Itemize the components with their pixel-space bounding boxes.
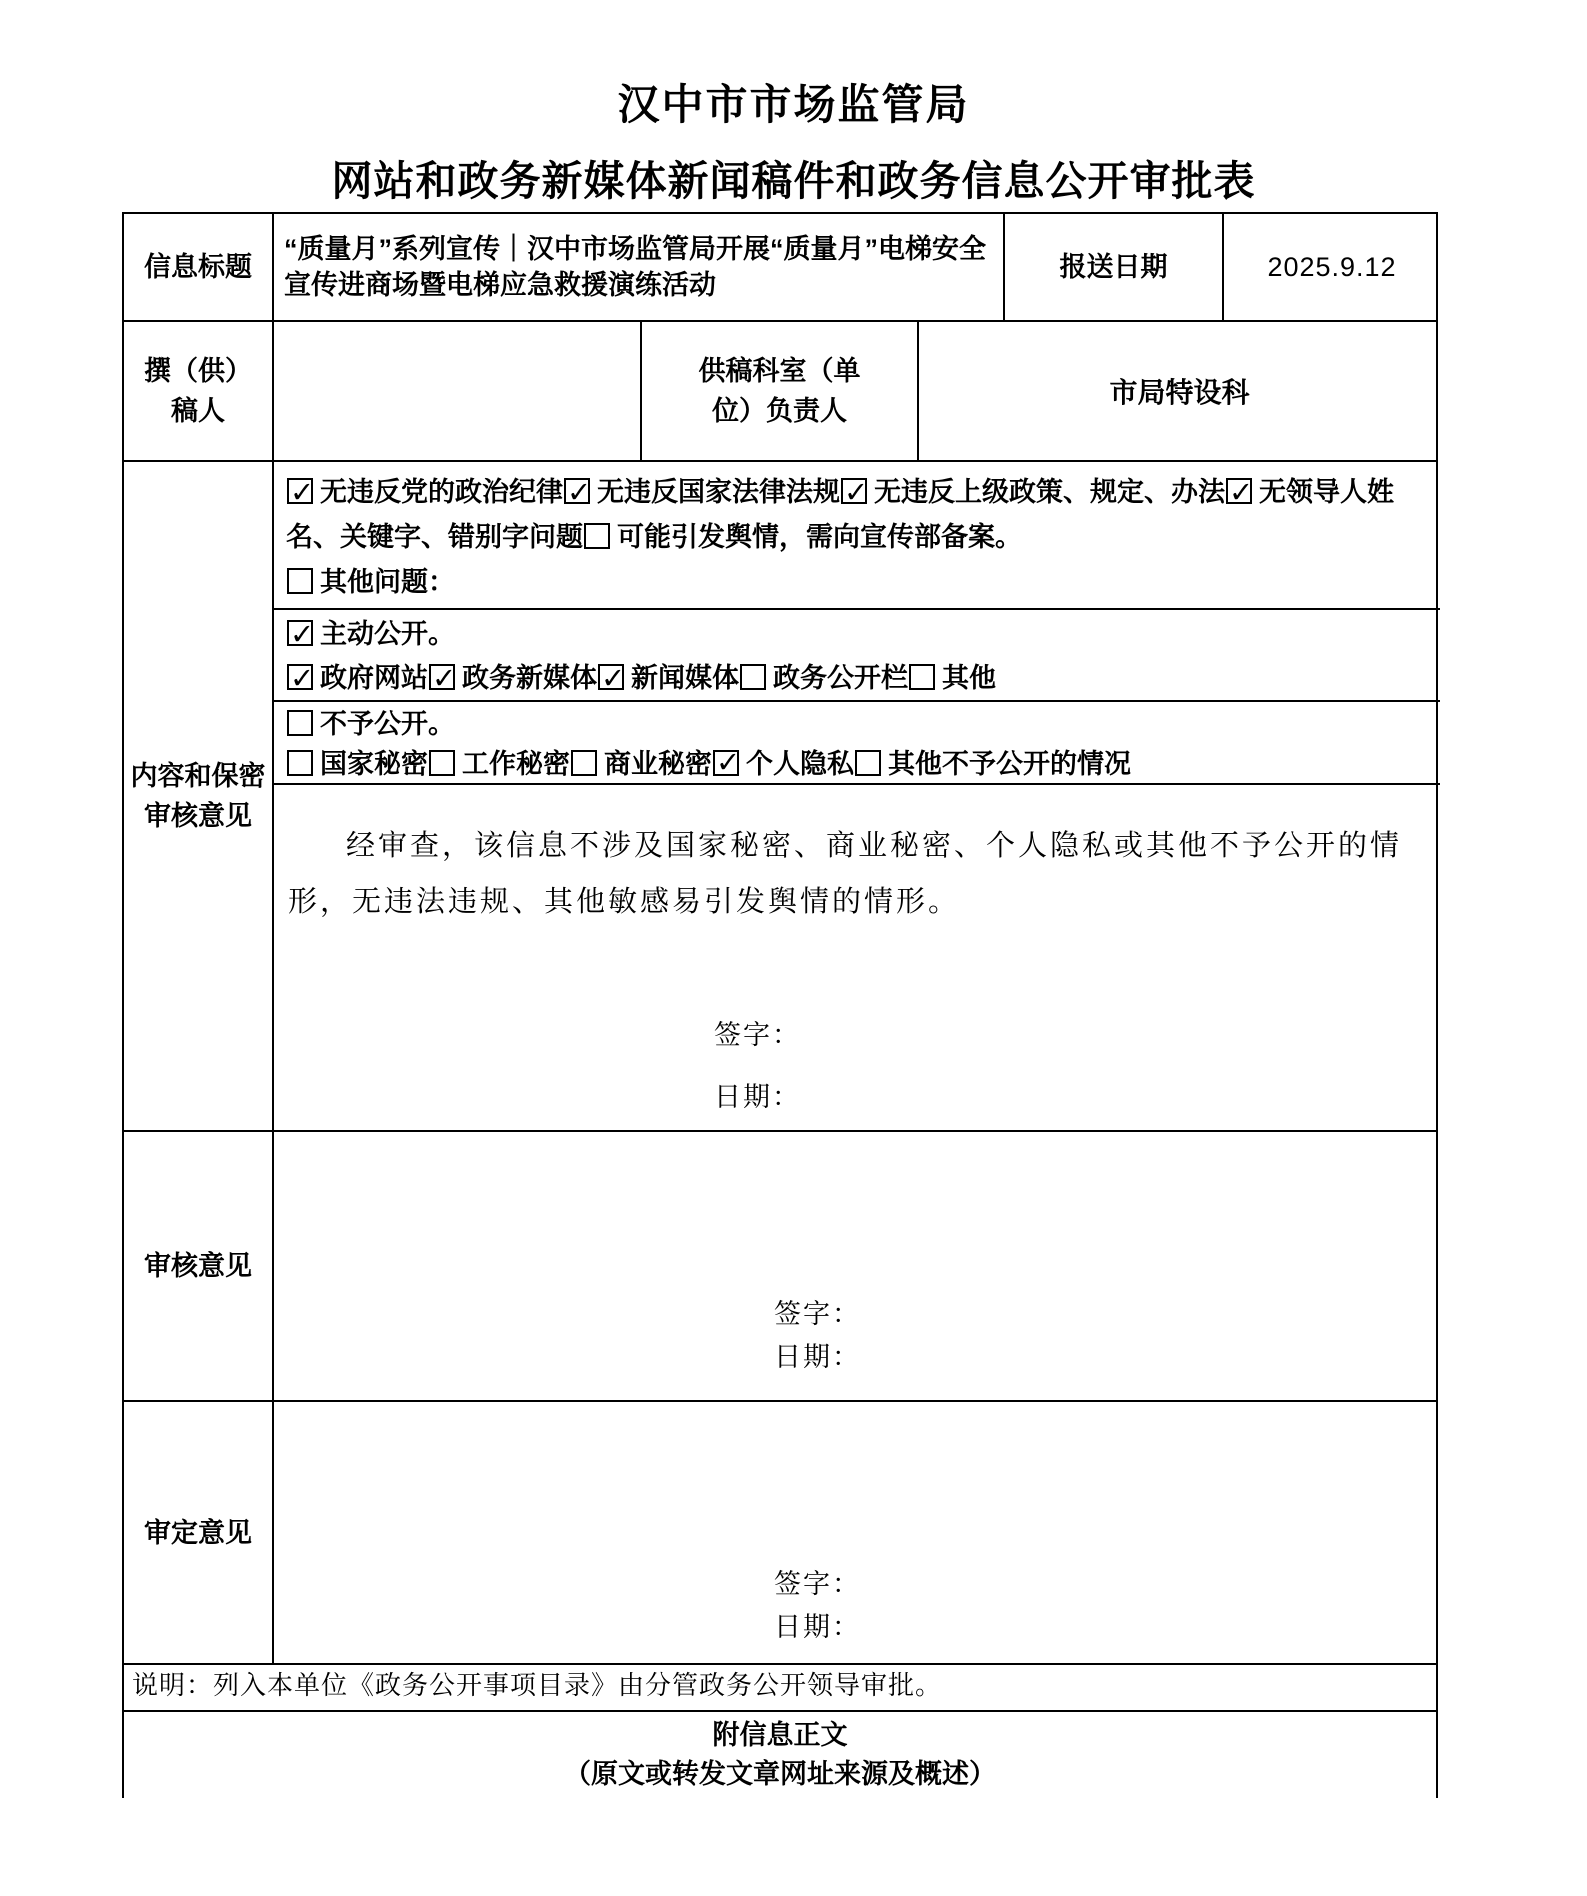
approval-form-table: [122, 212, 1438, 1798]
checkbox-label: 国家秘密: [320, 749, 428, 779]
review-conclusion-block: [274, 785, 1440, 1130]
checkbox-label: 无违反上级政策、规定、办法: [874, 477, 1225, 507]
document-subtitle: 网站和政务新媒体新闻稿件和政务信息公开审批表: [331, 158, 1256, 204]
checkbox-option[interactable]: [286, 567, 455, 597]
submit-date-label: 报送日期: [1005, 214, 1224, 320]
info-title-label: 信息标题: [124, 214, 274, 320]
author-label: 撰（供）稿人: [124, 322, 274, 460]
attachment-heading: [124, 1712, 1436, 1798]
checkbox-option[interactable]: [286, 709, 455, 739]
checkbox-option[interactable]: [286, 663, 428, 693]
checkbox-unchecked-icon[interactable]: [571, 750, 597, 776]
checkbox-line: [286, 612, 1428, 656]
signature-label: 签字：: [774, 1299, 861, 1330]
row-review-opinion: [124, 1132, 1436, 1402]
checkbox-option[interactable]: [286, 477, 563, 507]
checkbox-unchecked-icon[interactable]: [584, 523, 610, 549]
document-title: 汉中市市场监管局: [617, 81, 970, 128]
review-block-1: [274, 462, 1440, 610]
approval-opinion-field[interactable]: [274, 1402, 1440, 1663]
row-note: [124, 1665, 1436, 1712]
checkbox-label: 不予公开。: [320, 709, 455, 739]
signature-label: 签字：: [714, 1020, 801, 1051]
checkbox-option[interactable]: [597, 663, 739, 693]
dept-label: 供稿科室（单位）负责人: [642, 322, 919, 460]
checkbox-option[interactable]: [908, 663, 996, 693]
review-opinion-label: 审核意见: [124, 1132, 274, 1400]
submit-date-value: 2025.9.12: [1267, 251, 1397, 282]
attachment-line2: （原文或转发文章网址来源及概述）: [564, 1759, 996, 1789]
checkbox-option[interactable]: [428, 663, 597, 693]
checkbox-checked-icon[interactable]: [1226, 478, 1252, 504]
checkbox-label: 商业秘密: [604, 749, 712, 779]
row-content-review: [124, 462, 1436, 1132]
checkbox-label: 新闻媒体: [631, 663, 739, 693]
date-label: 日期：: [714, 1082, 801, 1113]
row-attachment: [124, 1712, 1436, 1798]
checkbox-option[interactable]: [583, 522, 1022, 552]
dept-value: 市局特设科: [1109, 377, 1250, 408]
checkbox-label: 其他问题：: [320, 567, 455, 597]
row-author: [124, 322, 1436, 462]
checkbox-unchecked-icon[interactable]: [855, 750, 881, 776]
author-value-field[interactable]: [274, 322, 642, 460]
checkbox-checked-icon[interactable]: [429, 664, 455, 690]
checkbox-option[interactable]: [712, 749, 854, 779]
checkbox-option[interactable]: [570, 749, 712, 779]
review-block-2: [274, 610, 1440, 702]
checkbox-checked-icon[interactable]: [841, 478, 867, 504]
checkbox-line: [286, 744, 1428, 784]
approval-opinion-label: 审定意见: [124, 1402, 274, 1663]
checkbox-checked-icon[interactable]: [564, 478, 590, 504]
checkbox-label: 政府网站: [320, 663, 428, 693]
checkbox-label: 工作秘密: [462, 749, 570, 779]
checkbox-label: 无违反党的政治纪律: [320, 477, 563, 507]
checkbox-label: 个人隐私: [746, 749, 854, 779]
attachment-line1: 附信息正文: [712, 1720, 848, 1750]
checkbox-checked-icon[interactable]: [287, 620, 313, 646]
date-label: 日期：: [774, 1612, 861, 1643]
review-opinion-field[interactable]: [274, 1132, 1440, 1400]
checkbox-unchecked-icon[interactable]: [287, 750, 313, 776]
checkbox-label: 其他不予公开的情况: [888, 749, 1131, 779]
checkbox-unchecked-icon[interactable]: [740, 664, 766, 690]
review-block-3: [274, 702, 1440, 785]
checkbox-unchecked-icon[interactable]: [909, 664, 935, 690]
review-blocks: [274, 462, 1440, 1130]
content-review-label: 内容和保密审核意见: [124, 462, 274, 1130]
checkbox-label: 可能引发舆情，需向宣传部备案。: [617, 522, 1022, 552]
checkbox-line: [286, 470, 1428, 560]
checkbox-unchecked-icon[interactable]: [429, 750, 455, 776]
checkbox-label: 主动公开。: [320, 619, 455, 649]
checkbox-line: [286, 656, 1428, 700]
checkbox-option[interactable]: [428, 749, 570, 779]
checkbox-option[interactable]: [840, 477, 1225, 507]
checkbox-label: 无领导人姓名、关键字、错别字问题: [286, 477, 1394, 552]
checkbox-unchecked-icon[interactable]: [287, 568, 313, 594]
checkbox-checked-icon[interactable]: [287, 478, 313, 504]
checkbox-checked-icon[interactable]: [598, 664, 624, 690]
checkbox-unchecked-icon[interactable]: [287, 710, 313, 736]
checkbox-line: [286, 704, 1428, 744]
checkbox-option[interactable]: [739, 663, 908, 693]
date-label: 日期：: [774, 1342, 861, 1373]
row-info-title: [124, 214, 1436, 322]
checkbox-label: 其他: [942, 663, 996, 693]
checkbox-checked-icon[interactable]: [287, 664, 313, 690]
checkbox-label: 政务公开栏: [773, 663, 908, 693]
checkbox-option[interactable]: [286, 619, 455, 649]
checkbox-option[interactable]: [563, 477, 840, 507]
row-approval-opinion: [124, 1402, 1436, 1665]
signature-label: 签字：: [774, 1569, 861, 1600]
checkbox-option[interactable]: [854, 749, 1131, 779]
info-title-value: “质量月”系列宣传｜汉中市场监管局开展“质量月”电梯安全宣传进商场暨电梯应急救援演练活动: [274, 214, 1005, 320]
checkbox-label: 政务新媒体: [462, 663, 597, 693]
note-text: 说明：列入本单位《政务公开事项目录》由分管政务公开领导审批。: [132, 1671, 943, 1701]
checkbox-option[interactable]: [286, 749, 428, 779]
checkbox-label: 无违反国家法律法规: [597, 477, 840, 507]
checkbox-line: [286, 560, 1428, 605]
checkbox-checked-icon[interactable]: [713, 750, 739, 776]
review-conclusion-text: 经审查，该信息不涉及国家秘密、商业秘密、个人隐私或其他不予公开的情形，无违法违规、其他敏感易引发舆情的情形。: [288, 828, 1403, 918]
